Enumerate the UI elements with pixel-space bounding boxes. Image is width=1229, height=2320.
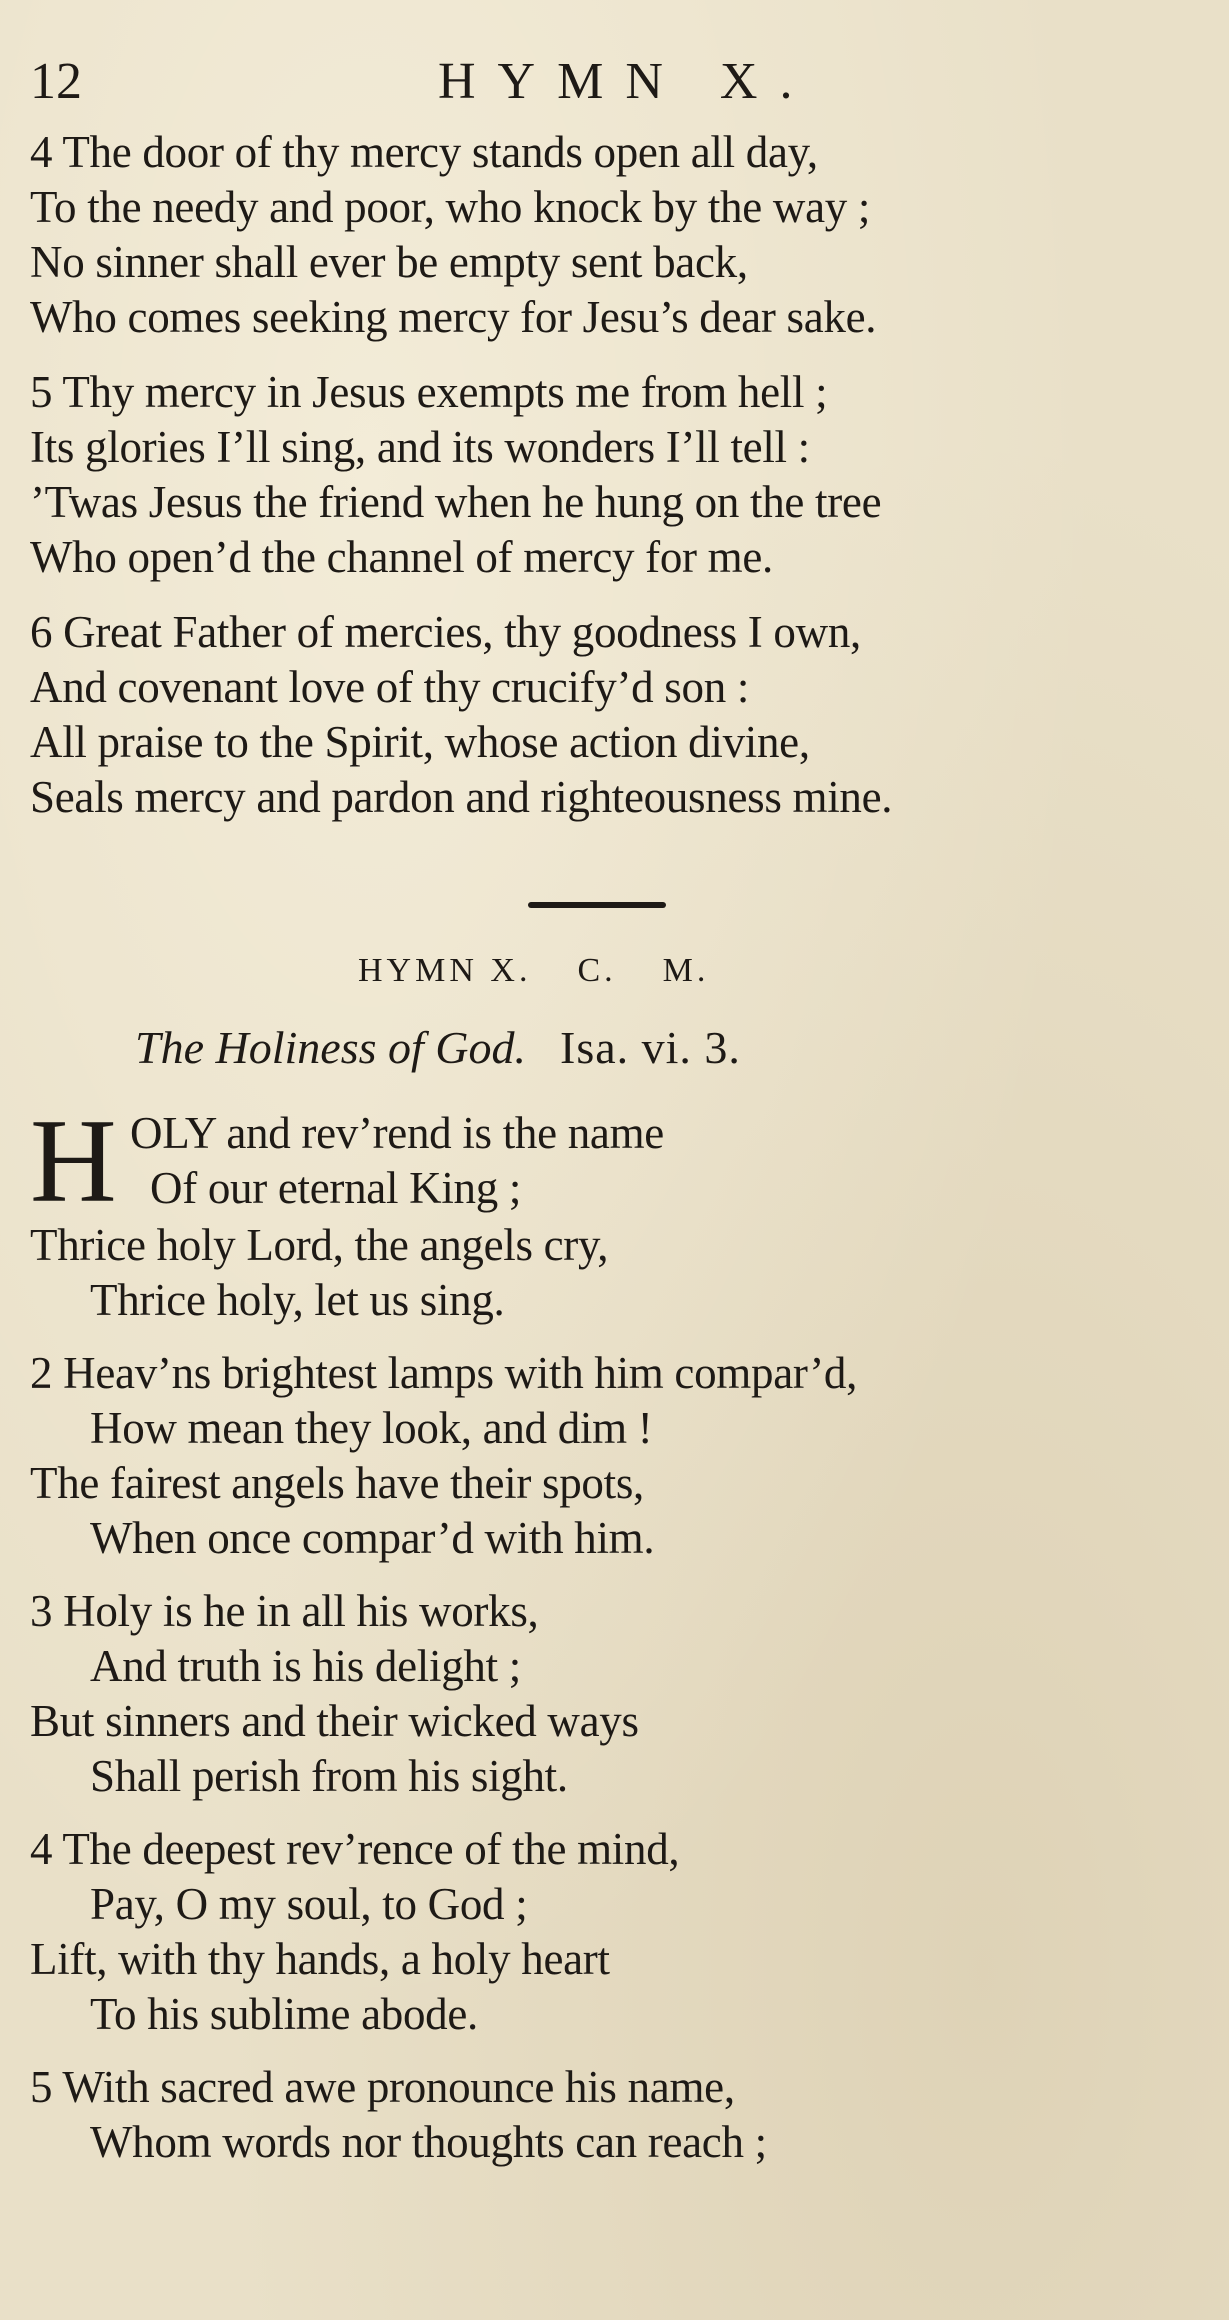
verse-line: Who open’d the channel of mercy for me. <box>30 532 773 582</box>
verse-line: 3 Holy is he in all his works, <box>30 1586 539 1636</box>
verse-line: Of our eternal King ; <box>150 1163 522 1213</box>
verse-line: 4 The deepest rev’rence of the mind, <box>30 1824 680 1874</box>
previous-hymn-stanzas <box>30 125 1210 845</box>
hymn-topic: The Holiness of God. <box>135 1022 526 1073</box>
verse-line: Thrice holy Lord, the angels cry, <box>30 1220 609 1270</box>
verse-line: 5 With sacred awe pronounce his name, <box>30 2062 735 2112</box>
scripture-reference: Isa. vi. 3. <box>560 1022 741 1073</box>
verse-line: 2 Heav’ns brightest lamps with him compar’d, <box>30 1348 858 1398</box>
stanza-4 <box>30 125 1210 345</box>
verse-line: OLY and rev’rend is the name <box>130 1108 664 1158</box>
section-divider <box>528 902 666 908</box>
verse-line: ’Twas Jesus the friend when he hung on the tree <box>30 477 882 527</box>
verse-line: To his sublime abode. <box>90 1989 478 2039</box>
running-title: HYMN X. <box>438 53 815 110</box>
page-number: 12 <box>30 53 82 110</box>
verse-line: To the needy and poor, who knock by the way ; <box>30 182 871 232</box>
meter-m: M. <box>662 952 710 989</box>
running-head <box>30 52 1210 112</box>
hymn-title: HYMN X. <box>358 952 532 989</box>
verse-line: When once compar’d with him. <box>90 1513 655 1563</box>
verse-line: And truth is his delight ; <box>90 1641 521 1691</box>
verse-line: But sinners and their wicked ways <box>30 1696 639 1746</box>
stanza-6 <box>30 605 1210 825</box>
hymn-x-stanzas <box>30 1094 1210 2188</box>
verse-line: All praise to the Spirit, whose action divine, <box>30 717 810 767</box>
verse-line: 5 Thy mercy in Jesus exempts me from hell ; <box>30 367 828 417</box>
dropcap-block <box>30 1094 1210 1227</box>
verse-line: Seals mercy and pardon and righteousness mine. <box>30 772 893 822</box>
stanza-5 <box>30 365 1210 585</box>
verse-line: Shall perish from his sight. <box>90 1751 568 1801</box>
verse-line: No sinner shall ever be empty sent back, <box>30 237 748 287</box>
stanza-2 <box>30 1346 1210 1566</box>
verse-line: Pay, O my soul, to God ; <box>90 1879 528 1929</box>
hymn-subtitle <box>135 1018 741 1078</box>
verse-line: 4 The door of thy mercy stands open all day, <box>30 127 818 177</box>
verse-line: Who comes seeking mercy for Jesu’s dear sake. <box>30 292 877 342</box>
stanza-4b <box>30 1822 1210 2042</box>
drop-cap: H <box>30 1094 117 1227</box>
verse-line: How mean they look, and dim ! <box>90 1403 653 1453</box>
verse-line: The fairest angels have their spots, <box>30 1458 644 1508</box>
verse-line: Whom words nor thoughts can reach ; <box>90 2117 767 2167</box>
stanza-1 <box>30 1094 1210 1328</box>
stanza-3 <box>30 1584 1210 1804</box>
verse-line: 6 Great Father of mercies, thy goodness I own, <box>30 607 861 657</box>
hymn-heading <box>358 946 709 996</box>
verse-line: And covenant love of thy crucify’d son : <box>30 662 750 712</box>
verse-line: Its glories I’ll sing, and its wonders I’ll tell : <box>30 422 810 472</box>
meter-c: C. <box>577 952 617 989</box>
stanza-5b <box>30 2060 1210 2170</box>
verse-line: Thrice holy, let us sing. <box>90 1275 505 1325</box>
verse-line: Lift, with thy hands, a holy heart <box>30 1934 610 1984</box>
